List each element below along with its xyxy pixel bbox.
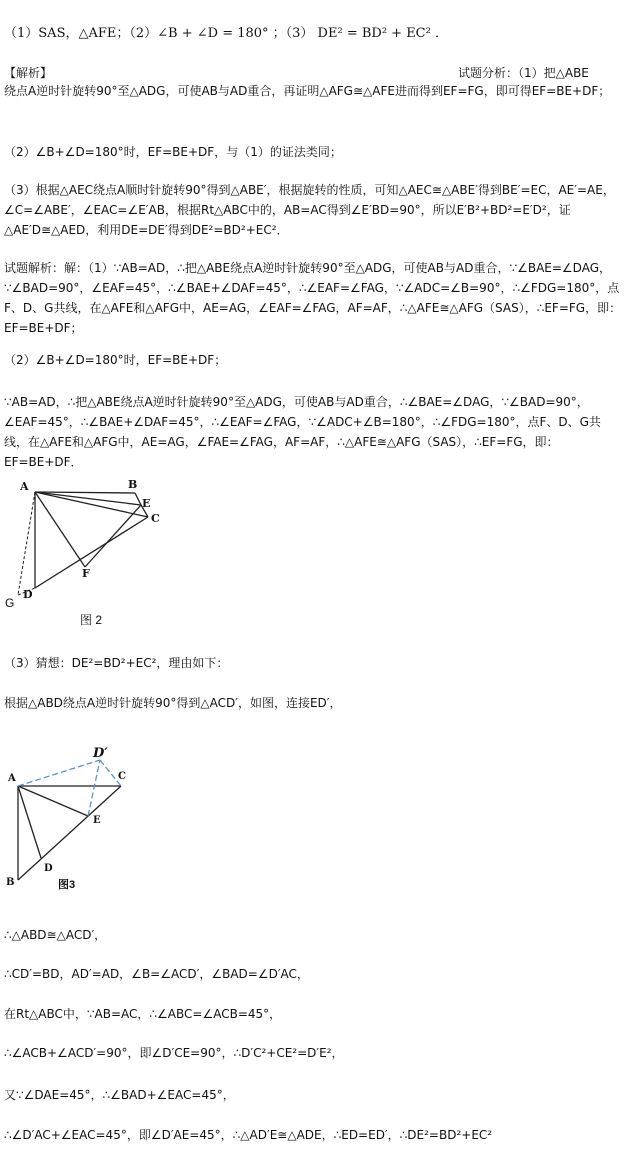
fig2-label-D: D (23, 588, 33, 601)
answer-line: （1）SAS，△AFE；（2）∠B + ∠D = 180° ；（3） DE² = BD² + EC² ． (4, 26, 448, 41)
fig2-label-A: A (20, 480, 29, 493)
proof-step-6: ∴∠D′AC+∠EAC=45°，即∠D′AE=45°，∴△AD′E≅△ADE，∴ED=ED′，∴DE²=BD²+EC² (4, 1128, 493, 1142)
analysis-paragraph-1: 绕点A逆时针旋转90°至△ADG，可使AB与AD重合，再证明△AFG≅△AFE进而得到EF=FG，即可得EF=BE+DF； (4, 84, 611, 98)
fig2-edge-AC (35, 492, 151, 517)
figure-3 (0, 735, 170, 895)
analysis-paragraph-2: （2）∠B+∠D=180°时，EF=BE+DF，与（1）的证法类同； (4, 145, 342, 159)
fig2-label-C: C (151, 512, 160, 525)
fig3-label-D: D (44, 863, 53, 874)
fig2-edge-AE (35, 492, 141, 505)
fig2-label-G: G (5, 596, 15, 610)
fig2-dashed-AG (18, 492, 35, 595)
fig2-edge-AB (35, 492, 135, 493)
analysis-paragraph-3: （3）根据△AEC绕点A顺时针旋转90°得到△ABE′，根据旋转的性质，可知△AEC≅△ABE′得到BE′=EC，AE′=AE，∠C=∠ABE′，∠EAC=∠E′AB，根据Rt△ABC中的，AB=AC得到∠E′BD=90°，所以E′B²+BD²=E′D²，证△AE′D≅△AED，利用DE=DE′得到DE²=BD²+EC²． (4, 183, 615, 237)
fig3-label-A: A (8, 773, 16, 784)
proof-step-4: ∴∠ACB+∠ACD′=90°，即∠D′CE=90°，∴D′C²+CE²=D′E²， (4, 1046, 344, 1060)
fig3-edge-AD (18, 786, 41, 858)
fig3-label-E: E (93, 815, 101, 826)
part3-rotation: 根据△ABD绕点A逆时针旋转90°得到△ACD′，如图，连接ED′， (4, 696, 342, 710)
figure-2-caption: 图 2 (80, 613, 103, 627)
fig2-edge-AF (35, 492, 85, 567)
part3-guess: （3）猜想：DE²=BD²+EC²，理由如下： (4, 656, 229, 670)
fig2-label-E: E (142, 497, 151, 510)
fig2-edge-EF (85, 505, 141, 567)
fig3-label-Dprime: D′ (93, 746, 108, 761)
proof-step-3: 在Rt△ABC中，∵AB=AC，∴∠ABC=∠ACB=45°， (4, 1007, 282, 1021)
fig3-label-B: B (6, 877, 15, 888)
solution-paragraph-2: （2）∠B+∠D=180°时，EF=BE+DF； (4, 353, 227, 367)
analysis-right-label: 试题分析：（1）把△ABE (458, 66, 589, 80)
figure-2 (0, 475, 200, 625)
proof-step-2: ∴CD′=BD，AD′=AD，∠B=∠ACD′，∠BAD=∠D′AC， (4, 967, 309, 981)
solution-paragraph-1: 试题解析：解：（1）∵AB=AD，∴把△ABE绕点A逆时针旋转90°至△ADG，可使AB与AD重合，∵∠BAE=∠DAG，∵∠BAD=90°，∠EAF=45°，∴∠BAE+∠DAF=45°，∴∠EAF=∠FAG，∵∠ADC=∠B=90°，∴∠FDG=180°，点F、D、G共线，在△AFE和△AFG中，AE=AG，∠EAF=∠FAG，AF=AF，∴△AFE≅△AFG（SAS），∴EF=FG，即：EF=BE+DF； (4, 261, 622, 335)
analysis-heading: 【解析】 (4, 66, 53, 80)
fig3-dashed-AD' (18, 760, 100, 786)
proof-step-1: ∴△ABD≅△ACD′， (4, 928, 107, 942)
fig2-label-F: F (82, 567, 90, 580)
fig3-label-C: C (118, 771, 126, 782)
fig2-edge-BE (135, 493, 141, 505)
proof-step-5: 又∵∠DAE=45°，∴∠BAD+∠EAC=45°， (4, 1088, 235, 1102)
solution-paragraph-3: ∵AB=AD，∴把△ABE绕点A逆时针旋转90°至△ADG，可使AB与AD重合，∴∠BAE=∠DAG，∵∠BAD=90°，∠EAF=45°，∴∠BAE+∠DAF=45°，∴∠EAF=∠FAG，∵∠ADC+∠B=180°，∴∠FDG=180°，点F、D、G共线，在△AFE和△AFG中，AE=AG，∠FAE=∠FAG，AF=AF，∴△AFE≅△AFG（SAS），∴EF=FG，即：EF=BE+DF． (4, 395, 601, 469)
fig2-edge-DC (35, 517, 148, 588)
figure-3-caption: 图3 (58, 879, 76, 891)
fig3-edge-AE (18, 786, 88, 816)
fig2-label-B: B (128, 478, 138, 491)
